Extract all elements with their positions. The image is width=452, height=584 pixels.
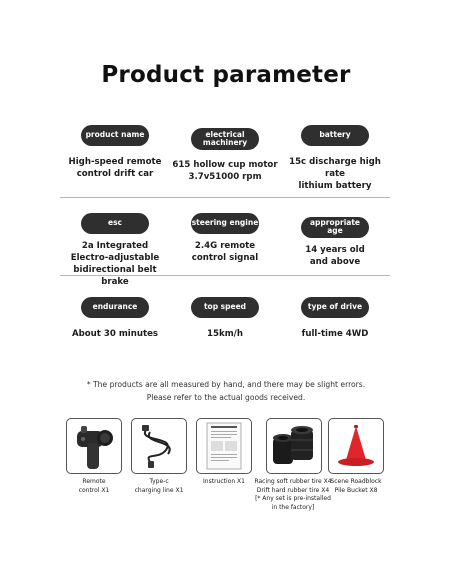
accessory-tires [254, 418, 332, 512]
param-value: 2.4G remote control signal [191, 240, 259, 263]
param-value: 15km/h [207, 328, 243, 339]
param-label: top speed [191, 297, 259, 318]
page-title: Product parameter [101, 62, 351, 88]
accessory-caption: Racing soft rubber tire X4 Drift hard rubber tire X4 [* Any set is pre-installed in the factory] [254, 478, 332, 511]
traffic-cone-icon [328, 418, 384, 474]
param-label: appropriate age [301, 217, 369, 238]
accessories-row [62, 418, 392, 528]
accessory-caption: Scene Roadblock Pile Bucket X8 [330, 478, 382, 494]
accessory-remote [64, 418, 124, 495]
param-value: 15c discharge high rate lithium battery [289, 156, 381, 191]
divider [60, 275, 390, 276]
param-electrical-machinery [170, 124, 280, 183]
param-label: battery [301, 125, 369, 146]
param-label: product name [81, 125, 149, 146]
param-row-1 [60, 124, 390, 198]
param-endurance [60, 296, 170, 340]
param-appropriate-age [280, 212, 390, 268]
accessory-instruction [194, 418, 254, 487]
charging-cable-icon [131, 418, 187, 474]
param-row-2 [60, 212, 390, 287]
param-battery [280, 124, 390, 192]
param-value: High-speed remote control drift car [68, 156, 162, 179]
accessory-caption: Type-c charging line X1 [134, 478, 184, 494]
param-value: About 30 minutes [71, 328, 159, 339]
divider [60, 197, 390, 198]
accessory-cable [129, 418, 189, 495]
accessory-cones [326, 418, 386, 495]
param-value: 615 hollow cup motor 3.7v51000 rpm [172, 160, 278, 183]
tires-icon [266, 418, 322, 474]
param-row-3 [60, 296, 390, 352]
param-type-of-drive [280, 296, 390, 340]
param-label: steering engine [191, 213, 259, 234]
note-line-2: Please refer to the actual goods received. [146, 393, 306, 402]
measurement-note [0, 378, 452, 404]
param-value: full-time 4WD [301, 328, 369, 339]
param-label: type of drive [301, 297, 369, 318]
param-label: endurance [81, 297, 149, 318]
param-value: 14 years old and above [305, 244, 365, 267]
remote-controller-icon [66, 418, 122, 474]
note-line-1: * The products are all measured by hand, and there may be slight errors. [86, 380, 366, 389]
manual-icon [196, 418, 252, 474]
param-steering-engine [170, 212, 280, 264]
param-esc [60, 212, 170, 288]
param-label: esc [81, 213, 149, 234]
param-value: 2a Integrated Electro-adjustable bidirectional belt brake [70, 240, 160, 287]
accessory-caption: Instruction X1 [203, 478, 245, 485]
param-product-name [60, 124, 170, 180]
accessory-caption: Remote control X1 [78, 478, 110, 494]
param-top-speed [170, 296, 280, 340]
param-label: electrical machinery [191, 128, 259, 150]
